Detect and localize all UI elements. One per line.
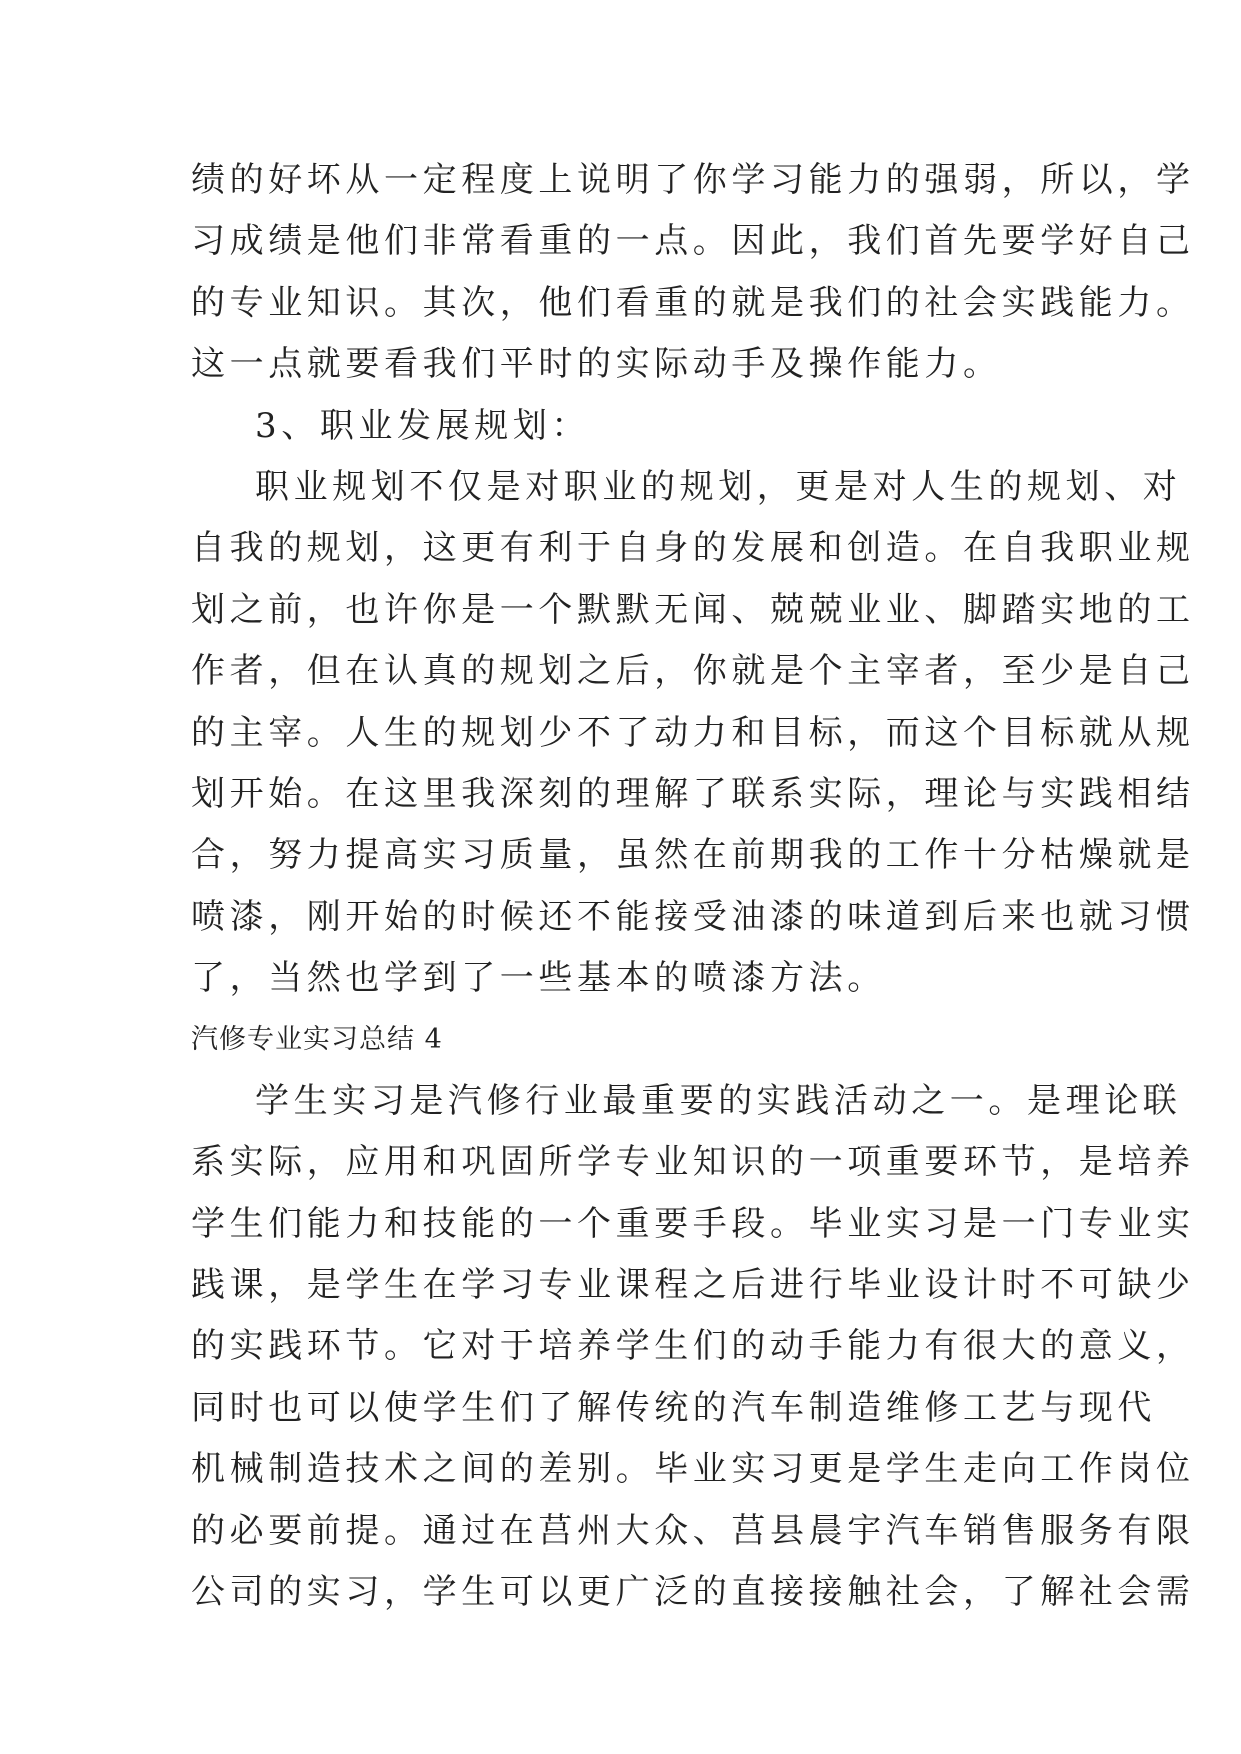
document-body xyxy=(191,150,1195,1623)
text-line: 的必要前提。通过在莒州大众、莒县晨宇汽车销售服务有限 xyxy=(191,1510,1195,1551)
text-line: 合，努力提高实习质量，虽然在前期我的工作十分枯燥就是 xyxy=(191,835,1195,876)
paragraph-first-line: 职业规划不仅是对职业的规划，更是对人生的规划、对 xyxy=(255,466,1182,507)
paragraph-first-line: 学生实习是汽修行业最重要的实践活动之一。是理论联 xyxy=(255,1080,1182,1121)
text-line: 系实际，应用和巩固所学专业知识的一项重要环节，是培养 xyxy=(191,1142,1195,1183)
text-line: 的专业知识。其次，他们看重的就是我们的社会实践能力。 xyxy=(191,282,1195,323)
text-line: 自我的规划，这更有利于自身的发展和创造。在自我职业规 xyxy=(191,528,1195,569)
text-line: 的实践环节。它对于培养学生们的动手能力有很大的意义， xyxy=(191,1326,1195,1367)
text-line: 习成绩是他们非常看重的一点。因此，我们首先要学好自己 xyxy=(191,221,1195,262)
text-line: 作者，但在认真的规划之后，你就是个主宰者，至少是自己 xyxy=(191,651,1195,692)
text-line: 绩的好坏从一定程度上说明了你学习能力的强弱，所以，学 xyxy=(191,160,1195,200)
text-line: 划之前，也许你是一个默默无闻、兢兢业业、脚踏实地的工 xyxy=(191,589,1195,630)
text-line: 同时也可以使学生们了解传统的汽车制造维修工艺与现代 xyxy=(191,1387,1156,1428)
text-line: 学生们能力和技能的一个重要手段。毕业实习是一门专业实 xyxy=(191,1203,1195,1244)
text-line: 践课，是学生在学习专业课程之后进行毕业设计时不可缺少 xyxy=(191,1265,1195,1306)
text-line: 这一点就要看我们平时的实际动手及操作能力。 xyxy=(191,344,1002,385)
text-line: 了，当然也学到了一些基本的喷漆方法。 xyxy=(191,958,886,999)
text-line: 机械制造技术之间的差别。毕业实习更是学生走向工作岗位 xyxy=(191,1449,1195,1490)
section-subheading: 3、职业发展规划： xyxy=(255,405,591,446)
section-title: 汽修专业实习总结 4 xyxy=(191,1024,443,1056)
text-line: 公司的实习，学生可以更广泛的直接接触社会，了解社会需 xyxy=(191,1571,1195,1612)
text-line: 喷漆，刚开始的时候还不能接受油漆的味道到后来也就习惯 xyxy=(191,896,1195,937)
text-line: 划开始。在这里我深刻的理解了联系实际，理论与实践相结 xyxy=(191,773,1195,814)
text-line: 的主宰。人生的规划少不了动力和目标，而这个目标就从规 xyxy=(191,712,1195,753)
